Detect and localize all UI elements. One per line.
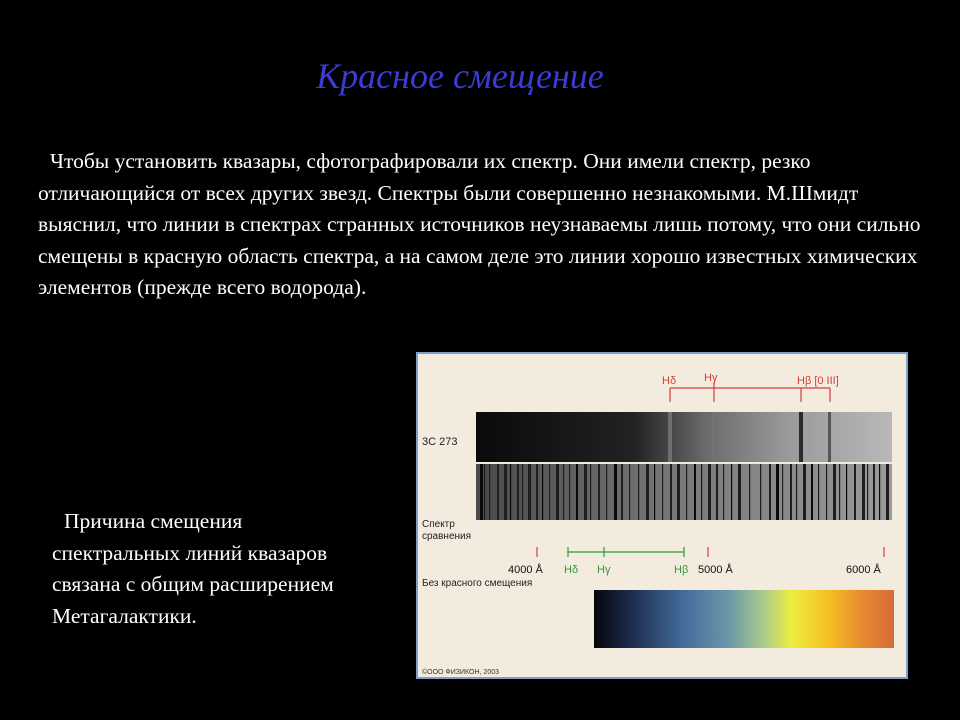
comparison-line bbox=[484, 464, 485, 520]
comparison-line bbox=[504, 464, 507, 520]
comparison-line bbox=[536, 464, 538, 520]
comparison-line bbox=[686, 464, 687, 520]
comparison-line bbox=[598, 464, 600, 520]
no-redshift-label: Без красного смещения bbox=[422, 578, 533, 589]
slide-title: Красное смещение bbox=[316, 56, 604, 96]
comparison-line bbox=[716, 464, 718, 520]
comparison-line bbox=[803, 464, 806, 520]
comparison-line bbox=[606, 464, 607, 520]
comparison-line bbox=[489, 464, 490, 520]
comparison-line bbox=[621, 464, 623, 520]
rest-frame-markers bbox=[537, 547, 884, 557]
top-hgamma-label: Hγ bbox=[704, 372, 718, 384]
comparison-line bbox=[846, 464, 847, 520]
comparison-line bbox=[563, 464, 564, 520]
comparison-line bbox=[654, 464, 655, 520]
comparison-label-line2: сравнения bbox=[422, 531, 472, 542]
comparison-line bbox=[638, 464, 639, 520]
comparison-line bbox=[833, 464, 836, 520]
comparison-line bbox=[818, 464, 819, 520]
comparison-line bbox=[738, 464, 741, 520]
comparison-line bbox=[528, 464, 531, 520]
bottom-hgamma-label: Hγ bbox=[597, 564, 611, 576]
comparison-line bbox=[480, 464, 483, 520]
top-hdelta-label: Hδ bbox=[662, 375, 677, 387]
comparison-line bbox=[867, 464, 868, 520]
label-6000A: 6000 Å bbox=[846, 564, 881, 576]
comparison-line bbox=[776, 464, 779, 520]
comparison-line bbox=[614, 464, 617, 520]
comparison-line bbox=[879, 464, 880, 520]
comparison-line bbox=[522, 464, 523, 520]
comparison-line bbox=[782, 464, 783, 520]
explanation-paragraph: Причина смещения спектральных линий квазаров связана с общим расширением Метагалактики. bbox=[52, 509, 334, 628]
comparison-line bbox=[576, 464, 578, 520]
comparison-line bbox=[873, 464, 875, 520]
label-4000A: 4000 Å bbox=[508, 564, 543, 576]
comparison-line bbox=[854, 464, 856, 520]
bottom-hdelta-label: Hδ bbox=[564, 564, 579, 576]
comparison-line bbox=[590, 464, 591, 520]
comparison-line bbox=[886, 464, 889, 520]
copyright-text: ©ООО ФИЗИКОН, 2003 bbox=[422, 669, 500, 676]
comparison-line bbox=[723, 464, 724, 520]
comparison-line bbox=[826, 464, 827, 520]
label-5000A: 5000 Å bbox=[698, 564, 733, 576]
comparison-line bbox=[749, 464, 750, 520]
comparison-line bbox=[811, 464, 813, 520]
comparison-line bbox=[584, 464, 587, 520]
comparison-line bbox=[670, 464, 672, 520]
comparison-line bbox=[662, 464, 663, 520]
intro-paragraph: Чтобы установить квазары, сфотографировали их спектр. Они имели спектр, резко отличающийся от всех других звезд. Спектры были совершенно незнакомыми. М.Шмидт выяснил, что линии в спектрах странных источников неузнаваемы лишь потому, что они сильно смещены в красную область спектра, а на самом деле это линии хорошо известных химических элементов (прежде всего водорода). bbox=[38, 149, 921, 299]
comparison-spectrum-band bbox=[476, 464, 892, 520]
comparison-line bbox=[677, 464, 680, 520]
quasar-label: 3C 273 bbox=[422, 436, 458, 448]
comparison-line bbox=[708, 464, 711, 520]
comparison-line bbox=[796, 464, 797, 520]
comparison-line bbox=[701, 464, 702, 520]
comparison-line bbox=[549, 464, 550, 520]
comparison-line bbox=[569, 464, 570, 520]
comparison-line bbox=[769, 464, 771, 520]
comparison-label-line1: Спектр bbox=[422, 519, 455, 530]
comparison-line bbox=[542, 464, 543, 520]
comparison-line bbox=[862, 464, 865, 520]
comparison-line bbox=[731, 464, 732, 520]
comparison-line bbox=[694, 464, 696, 520]
comparison-line bbox=[556, 464, 559, 520]
comparison-line bbox=[629, 464, 630, 520]
spectrum-figure bbox=[416, 352, 908, 679]
comparison-line bbox=[839, 464, 840, 520]
comparison-line bbox=[510, 464, 511, 520]
bottom-hbeta-label: Hβ bbox=[674, 564, 689, 576]
comparison-line bbox=[790, 464, 792, 520]
comparison-line bbox=[517, 464, 519, 520]
comparison-line bbox=[760, 464, 761, 520]
spectrum-diagram bbox=[418, 354, 910, 681]
top-hbeta-label: Hβ [0 III] bbox=[797, 375, 839, 387]
rest-frame-spectrum bbox=[594, 590, 894, 648]
comparison-line bbox=[646, 464, 649, 520]
comparison-line bbox=[497, 464, 499, 520]
